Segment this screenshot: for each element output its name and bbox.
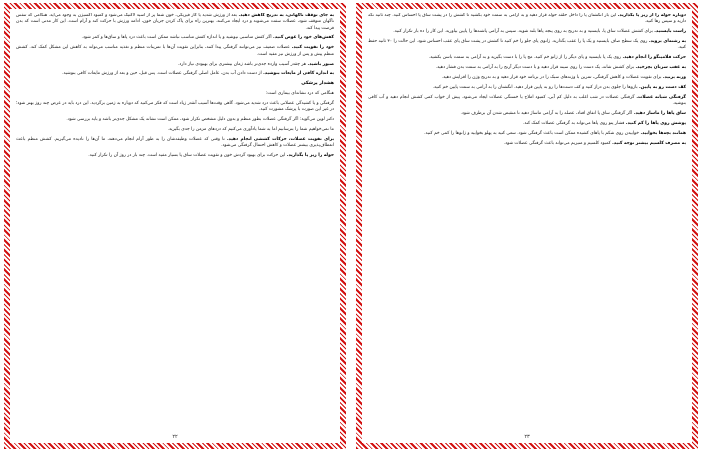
right-page [356,3,698,449]
paragraph: راست بایستید. برای کشش عضلات ساق پا، بایستید و به تدریج به روی پنجه پاها بلند شوید. سپس به آرامی پاشنه‌ها را پایین بیاورید. این کار را ده بار تکرار کنید. [393,29,686,35]
page-number: ۲۳ [524,434,530,440]
warning-paragraph: گرفتگی و یا کشیدگی عضلانی باعث درد شدید می‌شود. گاهی وقت‌ها آسیب آنقدر زیاد است که فکر می‌کنید که دوباره به زمین برگردید. این درد باید در عرض چند روز بهتر شود؛ در غیر این صورت با پزشک مشورت کنید. [16,100,334,112]
paragraph: کفش‌های خود را عوض کنید. اگر کفش مناسبی نپوشید و یا اندازه کفش مناسب نباشد ممکن است باعث درد پاها و ساق‌ها و کمر شود. [81,35,334,41]
paragraph: به جای توقف ناگهانی، به تدریج کاهش دهید. بعد از ورزش شدید یا کار فیزیکی، خون شما پر از اسید لاکتیک می‌شود و کمبود اکسیژن به وجود می‌آید. هنگامی که تنفس ناگهان متوقف شود، عضلات سفت می‌شوند و درد ایجاد می‌کنند. بهترین راه برای پاک کردن جریان خون، ادامه ورزش با حرکت کند و آرام است. این کار مدتی است که بدن فرصت پیدا کند. [16,13,334,31]
paragraph: دوباره حوله را از زیر پا بگذارید. این بار انگشتان پا را داخل حلقه حوله قرار دهید و به آرامی به سمت خود بکشید تا کشش را در پشت ساق پا احساس کنید. چند ثانیه نگه دارید و سپس رها کنید. [368,13,686,25]
paragraph: همانند بچه‌ها بخوابید. خوابیدن روی شکم با پاهای کشیده ممکن است باعث گرفتگی شود. سعی کنید به پهلو بخوابید و زانوها را کمی خم کنید. [424,130,686,136]
paragraph: حوله را زیر پا بگذارید. این حرکت برای بهبود گردش خون و تقویت عضلات ساق پا بسیار مفید است. چند بار در روز آن را تکرار کنید. [88,152,334,158]
paragraph: به رشته‌ای بروید. روی یک سطح صاف بایستید و یک پا را عقب بگذارید. زانوی پای جلو را خم کنید تا کشش در پشت ساق پای عقب احساس شود. این حالت را ۳۰ ثانیه حفظ کنید. [368,39,686,51]
paragraph: حرکت فلامینگو را انجام دهید. روی یک پا بایستید و پای دیگر را از زانو خم کنید. مچ پا را با دست بگیرید و به آرامی به سمت باسن بکشید. [428,55,686,61]
section-heading: هشدار پزشکی [301,81,334,87]
paragraph: وزنه بزنید. برای تقویت عضلات و کاهش گرفتگی، تمرین با وزنه‌های سبک را در برنامه خود قرار دهید و به تدریج وزن را افزایش دهید. [441,75,686,81]
warning-paragraph: دکتر لوین می‌گوید: اگر گرفتگی عضلات بطور منظم و بدون دلیل مشخص تکرار شود، ممکن است نشانه یک مشکل جدی‌تر باشد و باید بررسی شود. [66,116,334,122]
paragraph: گرفتگی شبانه عضلات. گرفتگی عضلات در شب اغلب به دلیل کم آبی، کمبود املاح یا خستگی عضلات ایجاد می‌شود. پیش از خواب کمی کشش انجام دهید و آب کافی بنوشید. [368,94,686,107]
heading-intro: هنگامی که درد نشانه‌ای بیماری است: [265,90,334,96]
paragraph: صبور باشید. هر چقدر آسیب وارده جدی‌تر باشد زمان بیشتری برای بهبودی نیاز دارد. [177,61,334,67]
paragraph: به اندازه کافی از مایعات بنوشید. از دست دادن آب بدن، عامل اصلی گرفتگی عضلات است. پس قبل، حین و بعد از ورزش مایعات کافی بنوشید. [62,71,334,77]
paragraph: به عقب سرتان بچرخید. برای کشش شانه، یک دست را روی سینه قرار دهید و با دست دیگر آرنج را به آرامی به سمت بدن فشار دهید. [435,65,686,71]
left-page [4,3,346,449]
paragraph: پوشش روی پاها را کم کنید. فشار پتو روی پاها می‌تواند به گرفتگی عضلات کمک کند. [522,120,686,126]
warning-paragraph: ما نمی‌خواهیم شما را بترسانیم اما به شما یادآوری می‌کنیم که دردهای مزمن را جدی بگیرید. [167,126,334,132]
paragraph: ساق پاها را ماساژ دهید. اگر گرفتگی ساق پا اتفاق افتاد، عضله را به آرامی ماساژ دهید تا منقبض شدن آن برطرف شود. [460,111,686,117]
paragraph: خود را تقویت کنید. عضلات ضعیف نیز می‌توانند گرفتگی پیدا کنند، بنابراین تقویت آن‌ها با تمرینات منظم و تغذیه مناسب می‌تواند به کاهش این مشکل کمک کند. کشش منظم پیش و پس از ورزش نیز مفید است. [16,45,334,57]
paragraph: به مصرف کلسیم بیشتر توجه کنید. کمبود کلسیم و منیزیم می‌تواند باعث گرفتگی عضلات شود. [503,140,686,146]
right-page-text [368,13,686,429]
left-page-text [16,13,334,429]
paragraph: برای تقویت عضلات، حرکات کششی انجام دهید. تا وقتی که عضلات وظیفه‌شان را به طور آرام انجام می‌دهند، ما آن‌ها را نادیده می‌گیریم. کشش منظم باعث انعطاف‌پذیری بیشتر عضلات و کاهش احتمال گرفتگی می‌شود. [16,136,334,148]
paragraph: کف دست رو به پایین. بازوها را جلوی بدن دراز کنید و کف دست‌ها را رو به پایین قرار دهید. انگشتان را به آرامی به سمت پایین خم کنید. [432,84,686,90]
page-number: ۲۲ [172,434,178,440]
